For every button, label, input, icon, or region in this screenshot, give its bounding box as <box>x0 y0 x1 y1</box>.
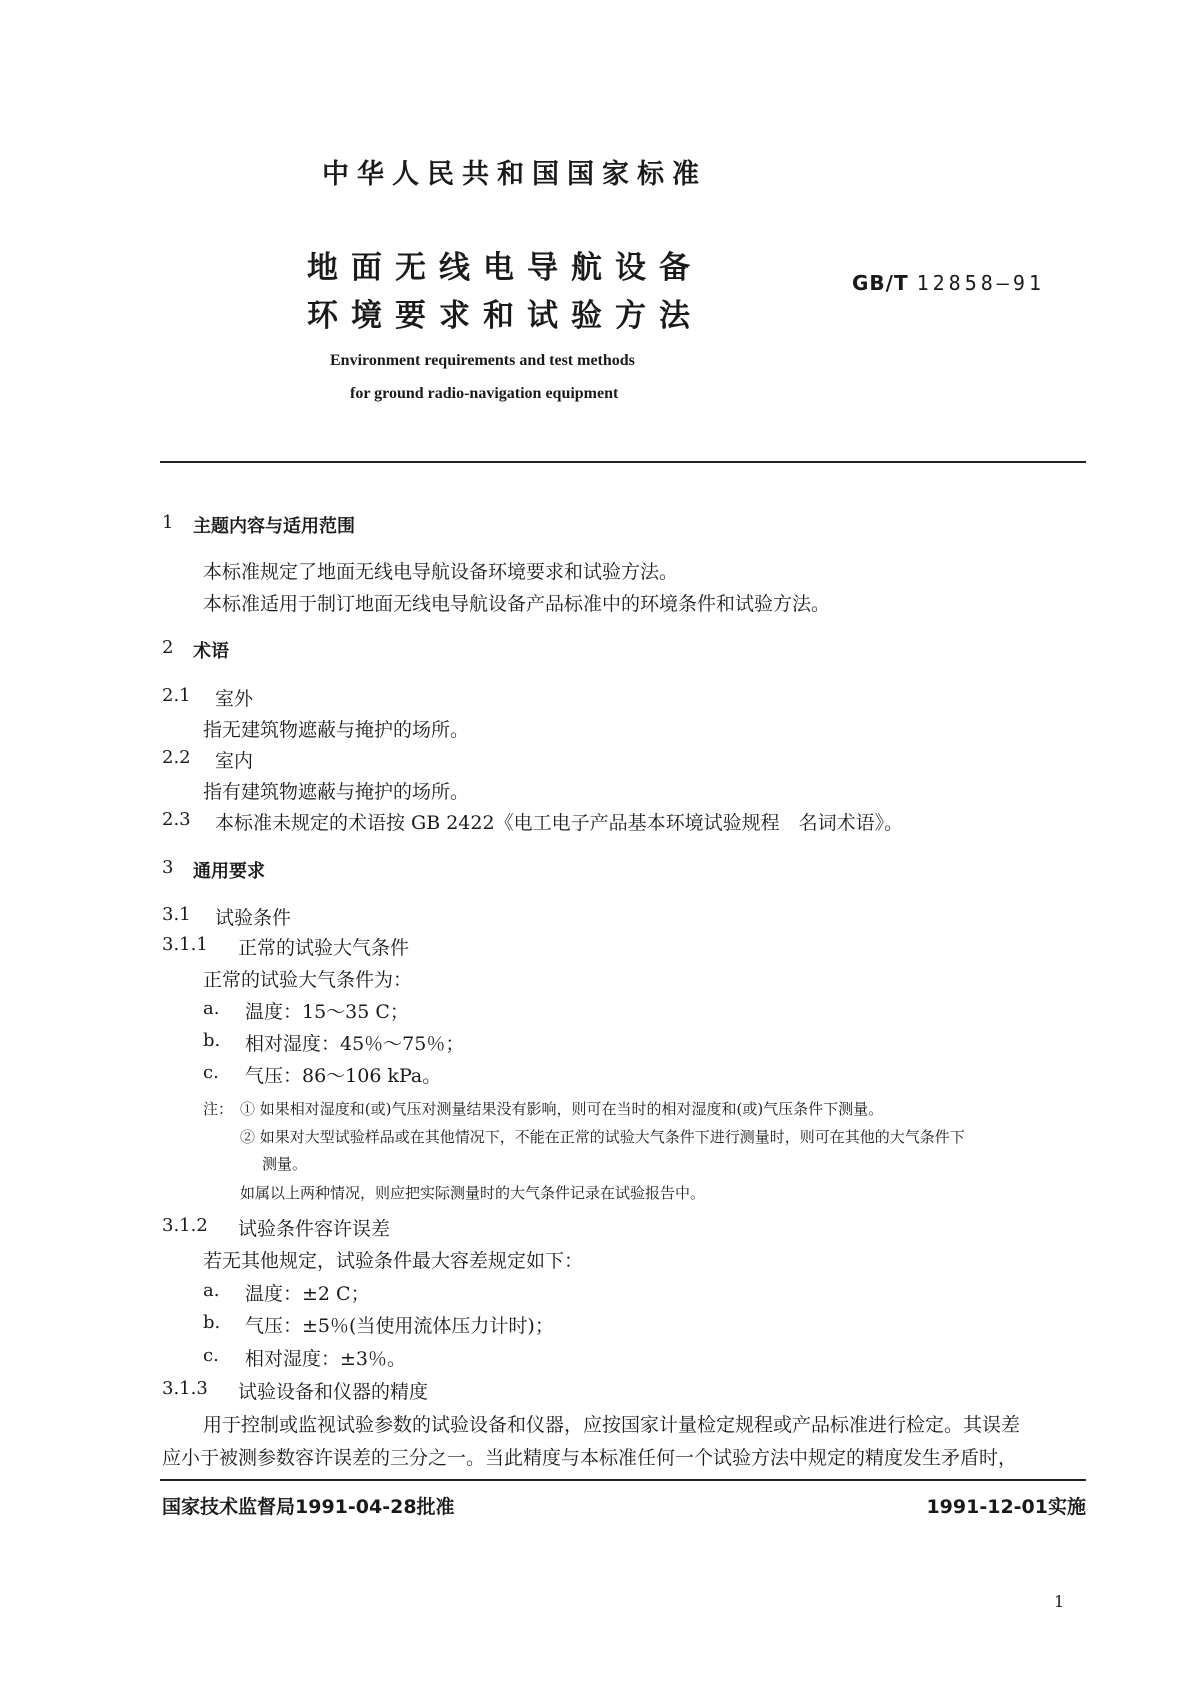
section-3-1-1-number: 3.1.1 <box>162 934 208 955</box>
list-label-c: c. <box>203 1062 219 1083</box>
section-3-1-3-number: 3.1.3 <box>162 1378 208 1399</box>
section-3-1-3-title: 试验设备和仪器的精度 <box>238 1381 429 1403</box>
section-1-number: 1 <box>162 512 174 533</box>
section-2-2-term: 室内 <box>215 750 254 772</box>
standard-type: 中华人民共和国国家标准 <box>322 159 707 190</box>
standard-code <box>852 271 1045 295</box>
tolerance-label-a: a. <box>203 1280 220 1301</box>
section-3-1-2-intro: 若无其他规定，试验条件最大容差规定如下： <box>203 1250 584 1272</box>
footer-divider <box>160 1479 1086 1481</box>
section-2-3-text: 本标准未规定的术语按 GB 2422《电工电子产品基本环境试验规程 名词术语》。 <box>215 812 904 834</box>
section-2-1-term: 室外 <box>215 688 254 710</box>
implementation-date: 1991-12-01实施 <box>926 1496 1086 1518</box>
tolerance-temperature: 温度：±2 C； <box>245 1283 370 1305</box>
tolerance-label-c: c. <box>203 1345 219 1366</box>
section-2-1-definition: 指无建筑物遮蔽与掩护的场所。 <box>203 719 470 741</box>
section-2-2-number: 2.2 <box>162 747 191 768</box>
section-3-1-2-title: 试验条件容许误差 <box>238 1218 391 1240</box>
section-3-title: 通用要求 <box>193 861 265 882</box>
tolerance-humidity: 相对湿度：±3％。 <box>245 1348 407 1370</box>
condition-temperature: 温度：15～35 C； <box>245 1001 409 1023</box>
note-2-line-1: ② 如果对大型试验样品或在其他情况下，不能在正常的试验大气条件下进行测量时，则可在其他的大气条件下 <box>240 1128 965 1146</box>
note-3: 如属以上两种情况，则应把实际测量时的大气条件记录在试验报告中。 <box>240 1184 706 1202</box>
code-number: 12858—91 <box>916 271 1045 295</box>
section-3-number: 3 <box>162 857 174 878</box>
tolerance-label-b: b. <box>203 1312 221 1333</box>
section-3-1-1-title: 正常的试验大气条件 <box>238 937 410 959</box>
title-line-1: 地面无线电导航设备 <box>307 250 703 286</box>
section-2-3-number: 2.3 <box>162 809 191 830</box>
list-label-b: b. <box>203 1030 221 1051</box>
section-2-number: 2 <box>162 637 174 658</box>
section-1-paragraph-2: 本标准适用于制订地面无线电导航设备产品标准中的环境条件和试验方法。 <box>203 593 831 615</box>
section-2-2-definition: 指有建筑物遮蔽与掩护的场所。 <box>203 781 470 803</box>
section-3-1-number: 3.1 <box>162 904 191 925</box>
title-line-2: 环境要求和试验方法 <box>307 298 703 334</box>
section-3-1-title: 试验条件 <box>215 907 292 929</box>
list-label-a: a. <box>203 998 220 1019</box>
note-2-line-2: 测量。 <box>262 1155 308 1173</box>
tolerance-pressure: 气压：±5％(当使用流体压力计时)； <box>245 1315 554 1337</box>
approval-date: 国家技术监督局1991-04-28批准 <box>162 1496 455 1518</box>
title-en-line-2: for ground radio-navigation equipment <box>350 385 619 402</box>
section-1-paragraph-1: 本标准规定了地面无线电导航设备环境要求和试验方法。 <box>203 561 679 583</box>
section-2-1-number: 2.1 <box>162 685 191 706</box>
header-divider <box>160 461 1086 463</box>
section-3-1-2-number: 3.1.2 <box>162 1215 208 1236</box>
section-3-1-3-line-2: 应小于被测参数容许误差的三分之一。当此精度与本标准任何一个试验方法中规定的精度发生矛盾时， <box>162 1447 1018 1469</box>
condition-pressure: 气压：86～106 kPa。 <box>245 1065 442 1087</box>
condition-humidity: 相对湿度：45％～75％； <box>245 1033 465 1055</box>
section-3-1-1-intro: 正常的试验大气条件为： <box>203 969 413 991</box>
section-1-title: 主题内容与适用范围 <box>193 516 355 537</box>
page-number: 1 <box>1054 1592 1065 1611</box>
title-en-line-1: Environment requirements and test methods <box>330 352 635 369</box>
section-2-title: 术语 <box>193 641 229 662</box>
note-1: ① 如果相对湿度和(或)气压对测量结果没有影响，则可在当时的相对湿度和(或)气压条件下测量。 <box>240 1100 884 1118</box>
note-label: 注： <box>203 1100 234 1118</box>
code-prefix: GB/T <box>852 271 909 295</box>
section-3-1-3-line-1: 用于控制或监视试验参数的试验设备和仪器，应按国家计量检定规程或产品标准进行检定。其误差 <box>203 1414 1021 1436</box>
